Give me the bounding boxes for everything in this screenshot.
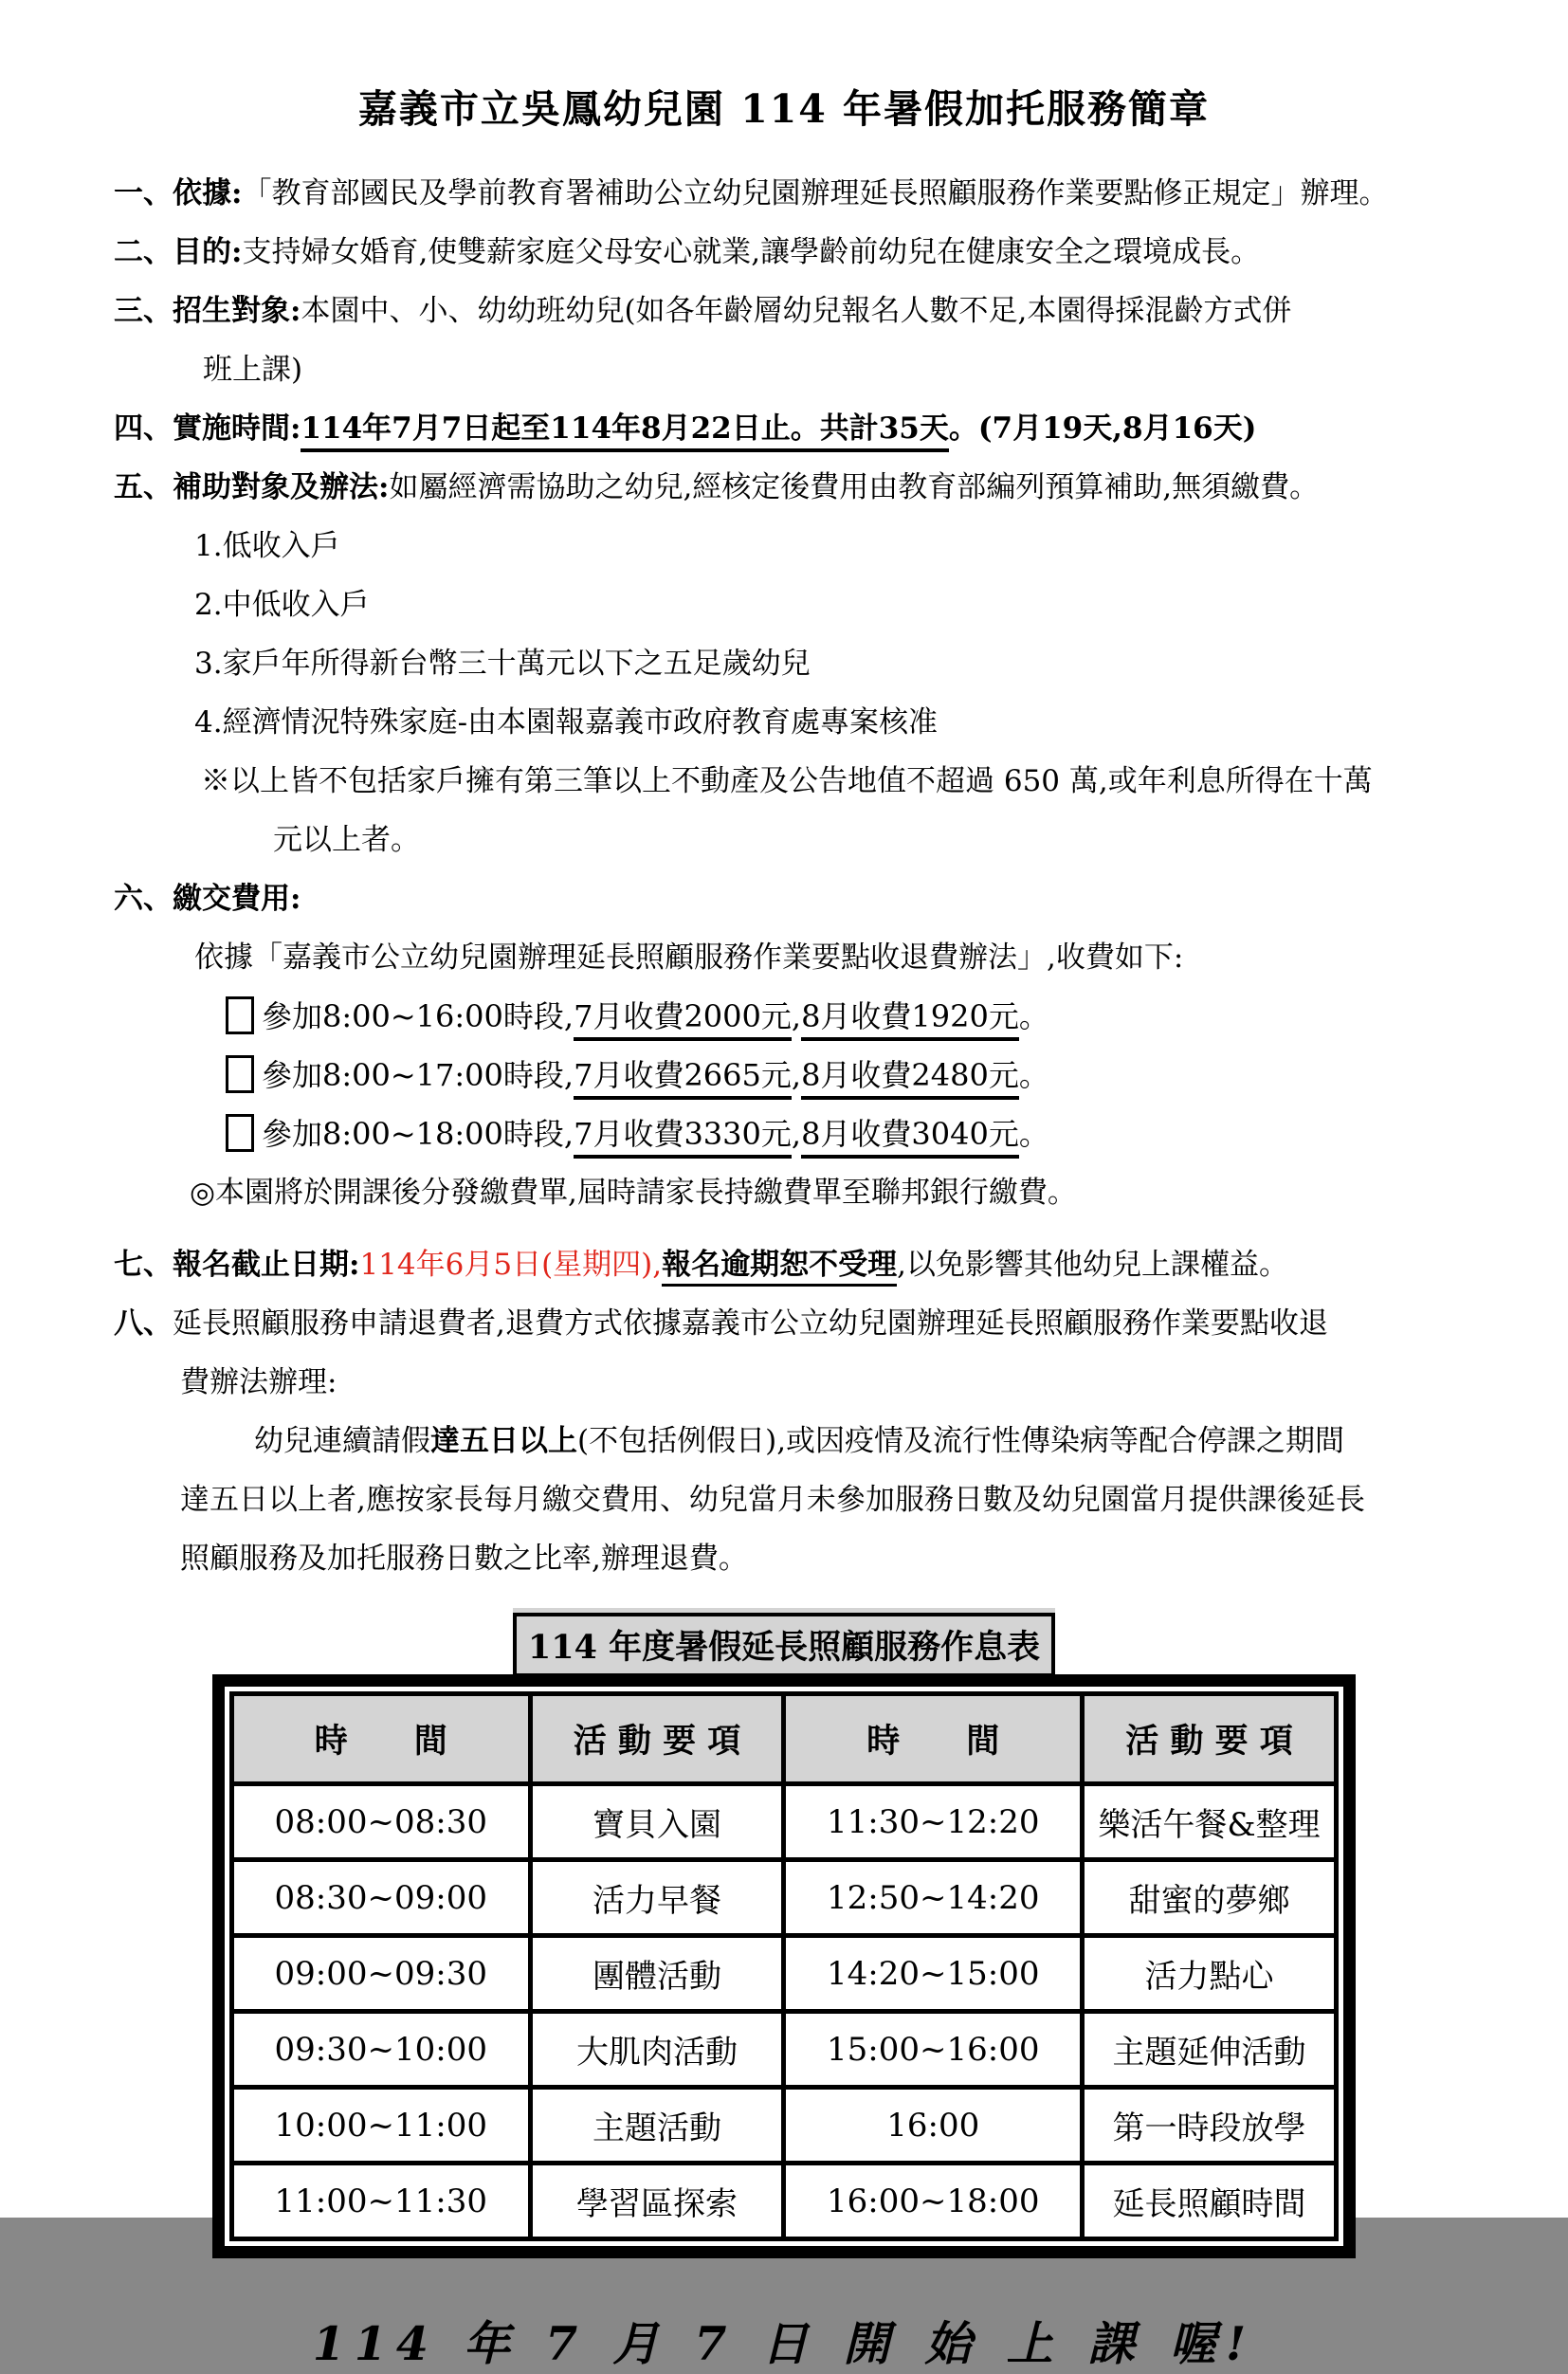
activity-cell: 團體活動: [530, 1936, 784, 2012]
fee-option-1-july: 7月收費2000元: [574, 998, 792, 1041]
activity-cell: 大肌肉活動: [530, 2012, 784, 2088]
fee-option-1-time: 參加8:00~16:00時段,: [262, 998, 574, 1034]
time-cell: 08:00~08:30: [232, 1784, 531, 1860]
payment-note: ◎本園將於開課後分發繳費單,屆時請家長持繳費單至聯邦銀行繳費。: [190, 1176, 1077, 1210]
activity-cell: 甜蜜的夢鄉: [1083, 1860, 1337, 1936]
schedule-table-frame: [212, 1674, 1356, 2258]
section-8-line-1: 延長照顧服務申請退費者,退費方式依據嘉義市公立幼兒園辦理延長照顧服務作業要點收退: [173, 1306, 1328, 1341]
checkbox-icon[interactable]: [226, 1114, 254, 1152]
activity-cell: 樂活午餐&整理: [1083, 1784, 1337, 1860]
fee-option-1: [226, 987, 1568, 1046]
section-3-continuation: 班上課): [203, 353, 303, 387]
time-cell: 09:30~10:00: [232, 2012, 531, 2088]
fee-option-3-comma: ,: [791, 1116, 802, 1152]
fee-option-3-july: 7月收費3330元: [574, 1116, 792, 1159]
subsidy-note-line-1: ※以上皆不包括家戶擁有第三筆以上不動產及公告地值不超過 650 萬,或年利息所得在十萬: [201, 764, 1373, 798]
fee-option-1-period: 。: [1018, 998, 1049, 1034]
section-5-subsidy: [114, 458, 1568, 517]
fee-option-2-august: 8月收費2480元: [801, 1057, 1019, 1100]
time-cell: 11:00~11:30: [232, 2164, 531, 2239]
schedule-row: [232, 2164, 1337, 2239]
section-7-tail: ,以免影響其他幼兒上課權益。: [897, 1248, 1288, 1282]
deadline-date-red: 114年6月5日(星期四),: [359, 1248, 663, 1282]
time-cell: 09:00~09:30: [232, 1936, 531, 2012]
activity-cell: 寶貝入園: [530, 1784, 784, 1860]
fee-option-3-period: 。: [1018, 1116, 1049, 1152]
section-1-basis: [114, 164, 1568, 223]
section-4-label: 四、實施時間:: [114, 411, 301, 446]
time-cell: 12:50~14:20: [784, 1860, 1083, 1936]
schedule-row: [232, 2012, 1337, 2088]
refund-paragraph-line-2: 達五日以上者,應按家長每月繳交費用、幼兒當月未參加服務日數及幼兒園當月提供課後延長: [180, 1483, 1365, 1517]
fee-option-2-time: 參加8:00~17:00時段,: [262, 1057, 574, 1093]
page-title: 嘉義市立吳鳳幼兒園 114 年暑假加托服務簡章: [357, 86, 1211, 132]
subsidy-item-2: 2.中低收入戶: [194, 588, 370, 622]
section-2-purpose: [114, 223, 1568, 282]
refund-p1-bold: 達五日以上: [430, 1424, 577, 1458]
fee-option-2-comma: ,: [791, 1057, 802, 1093]
section-4-tail: 。(7月19天,8月16天): [948, 411, 1257, 446]
activity-cell: 學習區探索: [530, 2164, 784, 2239]
fee-option-3: [226, 1105, 1568, 1163]
time-cell: 14:20~15:00: [784, 1936, 1083, 2012]
checkbox-icon[interactable]: [226, 996, 254, 1034]
activity-cell: 主題延伸活動: [1083, 2012, 1337, 2088]
activity-cell: 延長照顧時間: [1083, 2164, 1337, 2239]
time-cell: 08:30~09:00: [232, 1860, 531, 1936]
activity-cell: 活力早餐: [530, 1860, 784, 1936]
fee-option-3-august: 8月收費3040元: [801, 1116, 1019, 1159]
subsidy-note-line-2: 元以上者。: [273, 823, 420, 857]
section-8-label: 八、: [114, 1306, 173, 1341]
time-cell: 16:00: [784, 2088, 1083, 2164]
section-6-fees: [114, 869, 1568, 928]
start-date-announcement: 114 年 7 月 7 日 開 始 上 課 喔!: [312, 2316, 1256, 2371]
time-cell: 10:00~11:00: [232, 2088, 531, 2164]
schedule-row: [232, 1784, 1337, 1860]
subsidy-item-1: 1.低收入戶: [194, 529, 340, 563]
refund-paragraph-line-1: [254, 1412, 1568, 1470]
deadline-warning-underlined: 報名逾期恕不受理: [662, 1248, 897, 1287]
fees-intro: 依據「嘉義市公立幼兒園辦理延長照顧服務作業要點收退費辦法」,收費如下:: [194, 940, 1184, 975]
fee-option-1-august: 8月收費1920元: [801, 998, 1019, 1041]
subsidy-item-4: 4.經濟情況特殊家庭-由本園報嘉義市政府教育處專案核准: [194, 705, 939, 740]
section-8-line-2: 費辦法辦理:: [180, 1365, 337, 1399]
schedule-table: [229, 1691, 1339, 2241]
section-1-text: 「教育部國民及學前教育署補助公立幼兒園辦理延長照顧服務作業要點修正規定」辦理。: [242, 176, 1389, 210]
fee-option-2-july: 7月收費2665元: [574, 1057, 792, 1100]
time-cell: 11:30~12:20: [784, 1784, 1083, 1860]
time-cell: 16:00~18:00: [784, 2164, 1083, 2239]
section-5-text: 如屬經濟需協助之幼兒,經核定後費用由教育部編列預算補助,無須繳費。: [389, 470, 1320, 504]
section-3-target: [114, 282, 1568, 340]
section-1-label: 一、依據:: [114, 176, 243, 210]
refund-paragraph-line-3: 照顧服務及加托服務日數之比率,辦理退費。: [180, 1542, 748, 1576]
activity-cell: 第一時段放學: [1083, 2088, 1337, 2164]
activity-cell: 主題活動: [530, 2088, 784, 2164]
fee-option-2: [226, 1046, 1568, 1105]
header-activity-am: 活 動 要 項: [530, 1694, 784, 1784]
section-3-text: 本園中、小、幼幼班幼兒(如各年齡層幼兒報名人數不足,本園得採混齡方式併: [301, 294, 1292, 328]
schedule-section: [0, 1613, 1568, 2258]
fee-option-3-time: 參加8:00~18:00時段,: [262, 1116, 574, 1152]
section-2-label: 二、目的:: [114, 235, 243, 269]
schedule-title: 114 年度暑假延長照顧服務作息表: [513, 1613, 1055, 1677]
section-2-text: 支持婦女婚育,使雙薪家庭父母安心就業,讓學齡前幼兒在健康安全之環境成長。: [242, 235, 1261, 269]
section-5-label: 五、補助對象及辦法:: [114, 470, 390, 504]
checkbox-icon[interactable]: [226, 1055, 254, 1093]
schedule-row: [232, 1936, 1337, 2012]
time-cell: 15:00~16:00: [784, 2012, 1083, 2088]
subsidy-item-3: 3.家戶年所得新台幣三十萬元以下之五足歲幼兒: [194, 647, 811, 681]
section-4-dates-underlined: 114年7月7日起至114年8月22日止。共計35天: [301, 411, 948, 452]
section-7-label: 七、報名截止日期:: [114, 1248, 360, 1282]
fee-option-1-comma: ,: [791, 998, 802, 1034]
section-4-schedule-period: [114, 399, 1568, 458]
section-8-refund: [114, 1294, 1568, 1353]
schedule-row: [232, 1860, 1337, 1936]
fee-option-2-period: 。: [1018, 1057, 1049, 1093]
section-7-deadline: [114, 1235, 1568, 1294]
activity-cell: 活力點心: [1083, 1936, 1337, 2012]
header-time-am: 時 間: [232, 1694, 531, 1784]
header-activity-pm: 活 動 要 項: [1083, 1694, 1337, 1784]
schedule-row: [232, 2088, 1337, 2164]
refund-p1-post: (不包括例假日),或因疫情及流行性傳染病等配合停課之期間: [577, 1424, 1345, 1458]
refund-p1-pre: 幼兒連續請假: [254, 1424, 430, 1458]
schedule-header-row: [232, 1694, 1337, 1784]
header-time-pm: 時 間: [784, 1694, 1083, 1784]
section-3-label: 三、招生對象:: [114, 294, 301, 328]
section-6-label: 六、繳交費用:: [114, 882, 301, 916]
